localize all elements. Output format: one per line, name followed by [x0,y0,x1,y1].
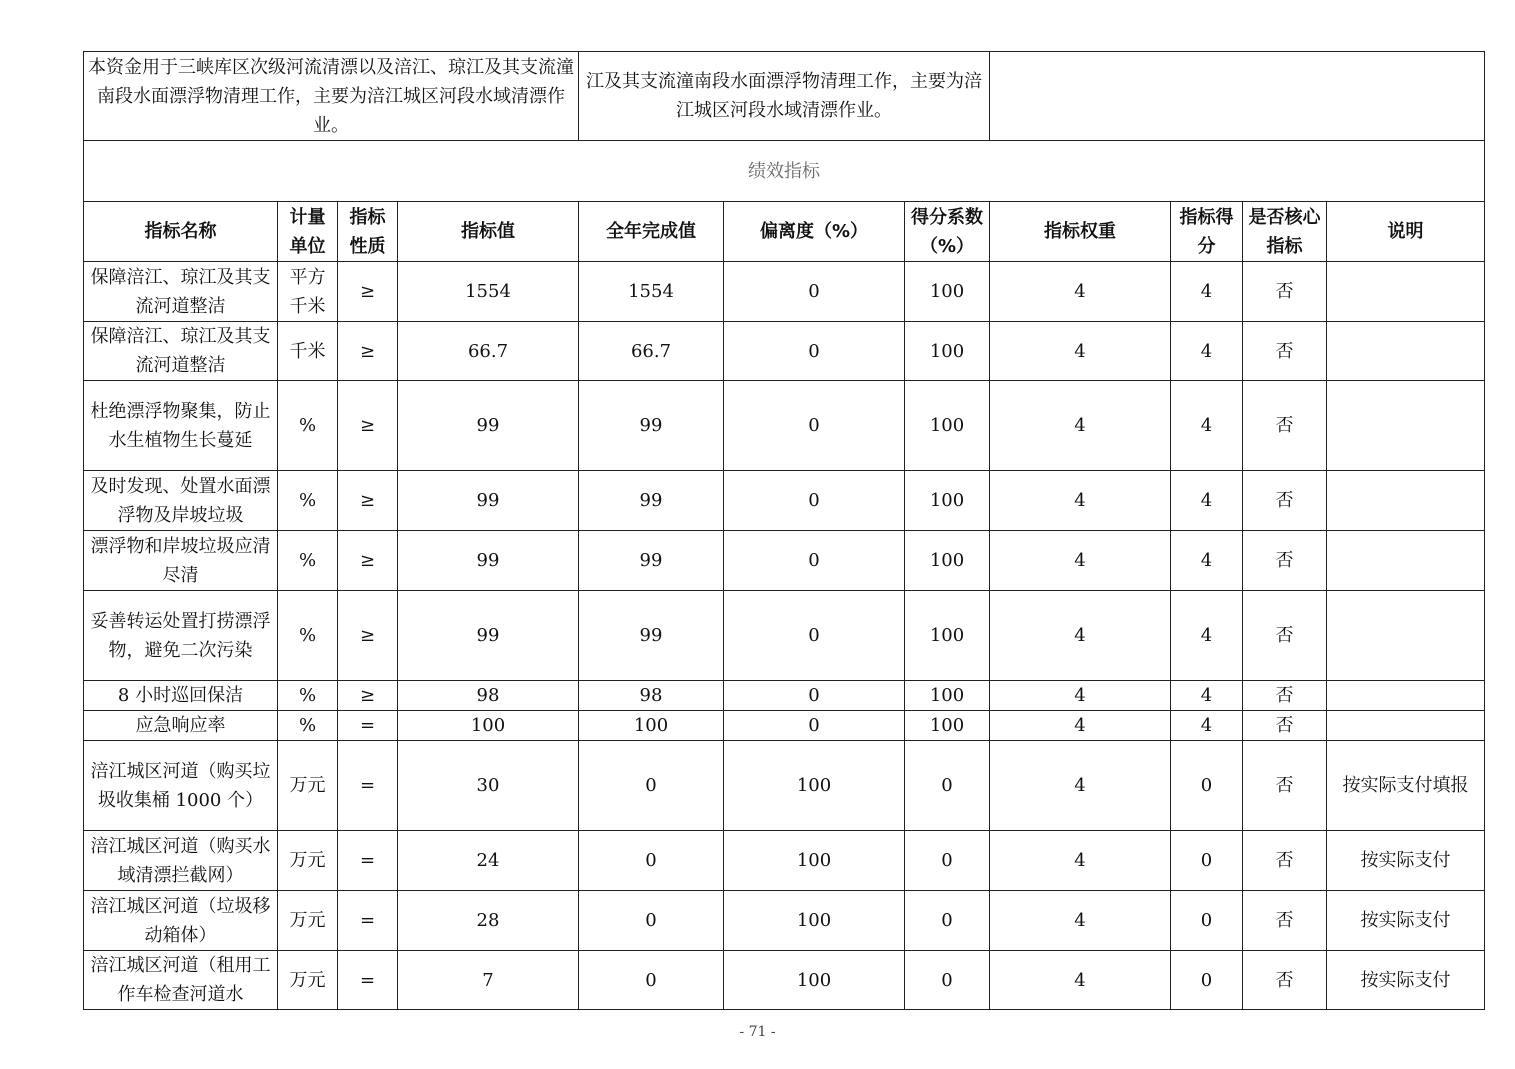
header-score-coefficient: 得分系数（%） [905,202,990,262]
cell-unit: 平方千米 [278,262,338,322]
cell-core-indicator: 否 [1243,381,1327,471]
cell-indicator-name: 漂浮物和岸坡垃圾应清尽清 [84,531,278,591]
cell-target-value: 99 [398,471,579,531]
cell-score: 0 [1171,831,1243,891]
cell-actual-value: 98 [579,681,724,711]
cell-indicator-name: 妥善转运处置打捞漂浮物，避免二次污染 [84,591,278,681]
cell-target-value: 1554 [398,262,579,322]
cell-indicator-name: 涪江城区河道（租用工作车检查河道水 [84,951,278,1010]
cell-nature: = [338,951,398,1010]
cell-core-indicator: 否 [1243,681,1327,711]
header-score: 指标得分 [1171,202,1243,262]
cell-indicator-name: 保障涪江、琼江及其支流河道整洁 [84,262,278,322]
cell-score: 4 [1171,381,1243,471]
cell-indicator-name: 8 小时巡回保洁 [84,681,278,711]
cell-nature: = [338,831,398,891]
table-row [84,381,1485,471]
cell-score-coefficient: 0 [905,951,990,1010]
cell-nature: ≥ [338,531,398,591]
cell-note [1327,262,1485,322]
cell-deviation: 100 [724,741,905,831]
cell-score-coefficient: 0 [905,831,990,891]
header-row [84,202,1485,262]
cell-core-indicator: 否 [1243,711,1327,741]
cell-actual-value: 99 [579,381,724,471]
cell-unit: 万元 [278,951,338,1010]
cell-actual-value: 0 [579,951,724,1010]
cell-score: 4 [1171,711,1243,741]
cell-note [1327,591,1485,681]
cell-score-coefficient: 100 [905,711,990,741]
cell-indicator-name: 保障涪江、琼江及其支流河道整洁 [84,322,278,381]
cell-note: 按实际支付 [1327,891,1485,951]
cell-unit: 万元 [278,831,338,891]
table-row [84,262,1485,322]
table-body [84,52,1485,1010]
cell-deviation: 0 [724,471,905,531]
description-cell-3 [990,52,1485,141]
cell-deviation: 0 [724,681,905,711]
cell-actual-value: 99 [579,531,724,591]
cell-unit: % [278,381,338,471]
cell-core-indicator: 否 [1243,531,1327,591]
description-row [84,52,1485,141]
performance-table [83,51,1485,1010]
cell-target-value: 30 [398,741,579,831]
cell-indicator-name: 杜绝漂浮物聚集，防止水生植物生长蔓延 [84,381,278,471]
cell-target-value: 99 [398,381,579,471]
cell-score-coefficient: 0 [905,891,990,951]
cell-score-coefficient: 0 [905,741,990,831]
cell-core-indicator: 否 [1243,891,1327,951]
cell-indicator-name: 涪江城区河道（购买水域清漂拦截网） [84,831,278,891]
description-cell-1: 本资金用于三峡库区次级河流清漂以及涪江、琼江及其支流潼南段水面漂浮物清理工作，主要为涪江城区河段水域清漂作业。 [84,52,579,141]
cell-actual-value: 100 [579,711,724,741]
cell-deviation: 0 [724,322,905,381]
header-nature: 指标性质 [338,202,398,262]
cell-score-coefficient: 100 [905,591,990,681]
cell-weight: 4 [990,591,1171,681]
cell-nature: ≥ [338,262,398,322]
table-row [84,891,1485,951]
cell-deviation: 0 [724,711,905,741]
cell-score: 0 [1171,951,1243,1010]
cell-actual-value: 0 [579,741,724,831]
cell-nature: ≥ [338,322,398,381]
cell-unit: 千米 [278,322,338,381]
cell-score: 0 [1171,741,1243,831]
cell-score-coefficient: 100 [905,471,990,531]
cell-indicator-name: 涪江城区河道（垃圾移动箱体） [84,891,278,951]
header-actual-value: 全年完成值 [579,202,724,262]
cell-target-value: 7 [398,951,579,1010]
cell-deviation: 100 [724,831,905,891]
cell-score-coefficient: 100 [905,681,990,711]
cell-weight: 4 [990,381,1171,471]
cell-target-value: 66.7 [398,322,579,381]
cell-score: 4 [1171,262,1243,322]
cell-note [1327,381,1485,471]
table-row [84,531,1485,591]
cell-nature: ≥ [338,471,398,531]
cell-nature: ≥ [338,681,398,711]
cell-core-indicator: 否 [1243,951,1327,1010]
cell-deviation: 0 [724,262,905,322]
cell-unit: 万元 [278,741,338,831]
cell-nature: = [338,891,398,951]
table-row [84,741,1485,831]
cell-weight: 4 [990,681,1171,711]
cell-actual-value: 1554 [579,262,724,322]
cell-actual-value: 99 [579,591,724,681]
page-number: - 71 - [739,1024,776,1040]
cell-note [1327,322,1485,381]
cell-target-value: 98 [398,681,579,711]
cell-note: 按实际支付 [1327,951,1485,1010]
cell-score: 0 [1171,891,1243,951]
table-row [84,681,1485,711]
cell-deviation: 100 [724,891,905,951]
cell-target-value: 99 [398,531,579,591]
cell-weight: 4 [990,891,1171,951]
header-weight: 指标权重 [990,202,1171,262]
cell-core-indicator: 否 [1243,831,1327,891]
cell-unit: % [278,711,338,741]
header-indicator-name: 指标名称 [84,202,278,262]
cell-target-value: 99 [398,591,579,681]
cell-weight: 4 [990,471,1171,531]
cell-unit: % [278,471,338,531]
cell-note: 按实际支付 [1327,831,1485,891]
cell-weight: 4 [990,531,1171,591]
cell-weight: 4 [990,262,1171,322]
header-deviation: 偏离度（%） [724,202,905,262]
cell-unit: % [278,591,338,681]
cell-actual-value: 99 [579,471,724,531]
cell-note [1327,681,1485,711]
cell-note: 按实际支付填报 [1327,741,1485,831]
cell-note [1327,471,1485,531]
cell-nature: = [338,741,398,831]
cell-core-indicator: 否 [1243,741,1327,831]
header-target-value: 指标值 [398,202,579,262]
cell-actual-value: 0 [579,831,724,891]
cell-core-indicator: 否 [1243,322,1327,381]
cell-deviation: 0 [724,591,905,681]
cell-indicator-name: 及时发现、处置水面漂浮物及岸坡垃圾 [84,471,278,531]
cell-core-indicator: 否 [1243,262,1327,322]
table-row [84,951,1485,1010]
cell-weight: 4 [990,741,1171,831]
table-row [84,831,1485,891]
cell-deviation: 0 [724,381,905,471]
cell-nature: ≥ [338,381,398,471]
section-title-row [84,141,1485,202]
description-cell-2: 江及其支流潼南段水面漂浮物清理工作，主要为涪江城区河段水域清漂作业。 [579,52,990,141]
cell-unit: % [278,681,338,711]
cell-note [1327,711,1485,741]
cell-core-indicator: 否 [1243,591,1327,681]
cell-core-indicator: 否 [1243,471,1327,531]
cell-weight: 4 [990,831,1171,891]
cell-score: 4 [1171,322,1243,381]
cell-unit: 万元 [278,891,338,951]
cell-nature: ≥ [338,591,398,681]
cell-weight: 4 [990,951,1171,1010]
cell-weight: 4 [990,711,1171,741]
cell-note [1327,531,1485,591]
cell-score: 4 [1171,681,1243,711]
cell-deviation: 0 [724,531,905,591]
cell-target-value: 100 [398,711,579,741]
cell-weight: 4 [990,322,1171,381]
header-unit: 计量单位 [278,202,338,262]
table-row [84,711,1485,741]
cell-target-value: 24 [398,831,579,891]
header-core-indicator: 是否核心指标 [1243,202,1327,262]
header-note: 说明 [1327,202,1485,262]
table-row [84,322,1485,381]
cell-nature: = [338,711,398,741]
cell-score: 4 [1171,591,1243,681]
table-row [84,471,1485,531]
cell-actual-value: 0 [579,891,724,951]
cell-score: 4 [1171,531,1243,591]
cell-score-coefficient: 100 [905,531,990,591]
cell-indicator-name: 涪江城区河道（购买垃圾收集桶 1000 个） [84,741,278,831]
cell-indicator-name: 应急响应率 [84,711,278,741]
cell-score-coefficient: 100 [905,262,990,322]
cell-deviation: 100 [724,951,905,1010]
cell-unit: % [278,531,338,591]
cell-score: 4 [1171,471,1243,531]
cell-score-coefficient: 100 [905,322,990,381]
table-row [84,591,1485,681]
section-title: 绩效指标 [84,141,1485,202]
cell-actual-value: 66.7 [579,322,724,381]
cell-score-coefficient: 100 [905,381,990,471]
cell-target-value: 28 [398,891,579,951]
